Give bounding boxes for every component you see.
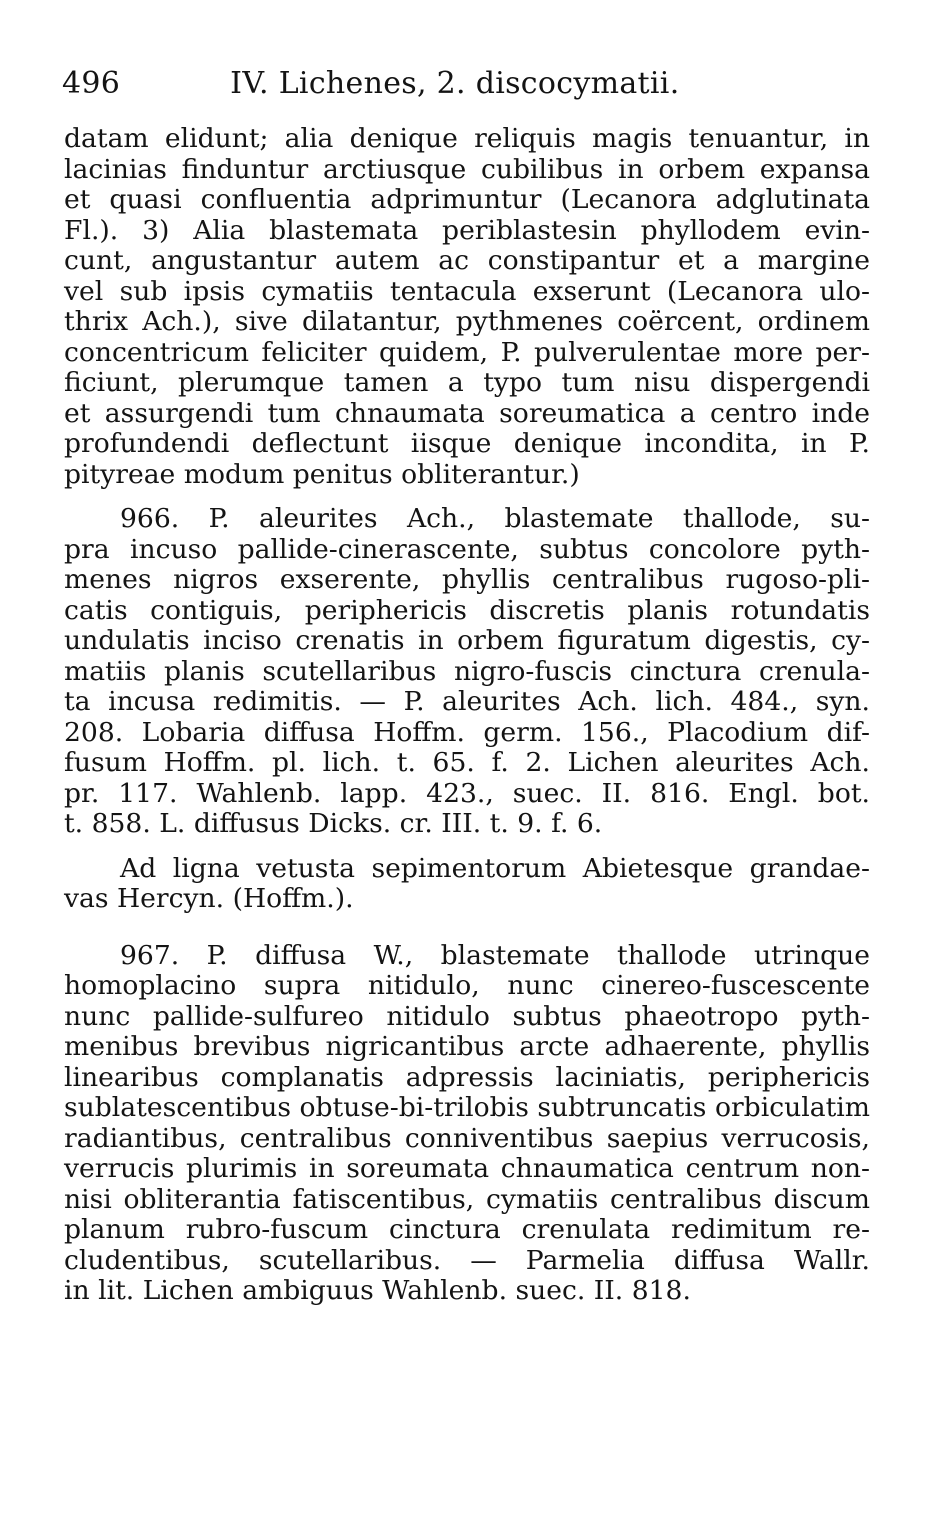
- text-line: linearibus complanatis adpressis laciniatis, periphericis: [64, 1061, 870, 1093]
- page-body: [64, 124, 870, 1307]
- page-header: [62, 66, 862, 101]
- text-line: pr. 117. Wahlenb. lapp. 423., suec. II. 816. Engl. bot.: [64, 777, 870, 809]
- entry-heading-line: 966. P. aleurites Ach., blastemate thallode, su-: [120, 503, 870, 534]
- text-line: in lit. Lichen ambiguus Wahlenb. suec. II. 818.: [64, 1275, 691, 1306]
- text-line: pityreae modum penitus obliterantur.): [64, 458, 580, 490]
- text-line: planum rubro-fuscum cinctura crenulata redimitum re-: [64, 1214, 870, 1245]
- entry-966: [64, 504, 870, 840]
- text-line: pra incuso pallide-cinerascente, subtus concolore pyth-: [64, 533, 870, 565]
- text-line: t. 858. L. diffusus Dicks. cr. III. t. 9. f. 6.: [64, 808, 603, 839]
- text-line: lacinias finduntur arctiusque cubilibus in orbem expansa: [64, 153, 870, 185]
- text-line: verrucis plurimis in soreumata chnaumatica centrum non-: [64, 1153, 870, 1184]
- text-line: profundendi deflectunt iisque denique incondita, in P.: [64, 428, 870, 459]
- text-line: catis contiguis, periphericis discretis planis rotundatis: [64, 594, 870, 626]
- text-line: et quasi confluentia adprimuntur (Lecanora adglutinata: [64, 184, 870, 215]
- text-line: datam elidunt; alia denique reliquis magis tenuantur, in: [64, 123, 870, 154]
- running-title: IV. Lichenes, 2. discocymatii.: [230, 66, 680, 101]
- text-line: matiis planis scutellaribus nigro-fuscis cinctura crenula-: [64, 655, 870, 687]
- paragraph-intro: [64, 124, 870, 490]
- text-line: concentricum feliciter quidem, P. pulverulentae more per-: [64, 336, 870, 368]
- text-line: homoplacino supra nitidulo, nunc cinereo-fuscescente: [64, 970, 870, 1001]
- text-line: cunt, angustantur autem ac constipantur et a margine: [64, 245, 870, 276]
- text-line: ficiunt, plerumque tamen a typo tum nisu dispergendi: [64, 367, 870, 398]
- habitat-966: [64, 854, 870, 915]
- text-line: undulatis inciso crenatis in orbem figuratum digestis, cy-: [64, 625, 870, 656]
- text-line: sublatescentibus obtuse-bi-trilobis subtruncatis orbiculatim: [64, 1092, 870, 1123]
- text-line: ta incusa redimitis. — P. aleurites Ach. lich. 484., syn.: [64, 686, 870, 717]
- text-line: menes nigros exserente, phyllis centralibus rugoso-pli-: [64, 564, 870, 595]
- page-number: 496: [62, 66, 121, 101]
- text-line: thrix Ach.), sive dilatantur, pythmenes coërcent, ordinem: [64, 306, 870, 337]
- text-line: et assurgendi tum chnaumata soreumatica a centro inde: [64, 397, 870, 429]
- text-line: cludentibus, scutellaribus. — Parmelia diffusa Wallr.: [64, 1244, 870, 1276]
- text-line: radiantibus, centralibus conniventibus saepius verrucosis,: [64, 1122, 870, 1154]
- text-line: Fl.). 3) Alia blastemata periblastesin phyllodem evin-: [64, 214, 870, 246]
- text-line: 208. Lobaria diffusa Hoffm. germ. 156., Placodium dif-: [64, 716, 870, 748]
- text-line: vas Hercyn. (Hoffm.).: [64, 883, 354, 914]
- text-line: vel sub ipsis cymatiis tentacula exserunt (Lecanora ulo-: [64, 275, 870, 307]
- entry-heading-line: 967. P. diffusa W., blastemate thallode utrinque: [120, 939, 870, 971]
- text-line: menibus brevibus nigricantibus arcte adhaerente, phyllis: [64, 1031, 870, 1062]
- text-line: fusum Hoffm. pl. lich. t. 65. f. 2. Lichen aleurites Ach.: [64, 747, 870, 778]
- text-line: Ad ligna vetusta sepimentorum Abietesque grandae-: [120, 852, 870, 884]
- entry-967: [64, 941, 870, 1307]
- text-line: nunc pallide-sulfureo nitidulo subtus phaeotropo pyth-: [64, 1000, 870, 1032]
- text-line: nisi obliterantia fatiscentibus, cymatiis centralibus discum: [64, 1183, 870, 1215]
